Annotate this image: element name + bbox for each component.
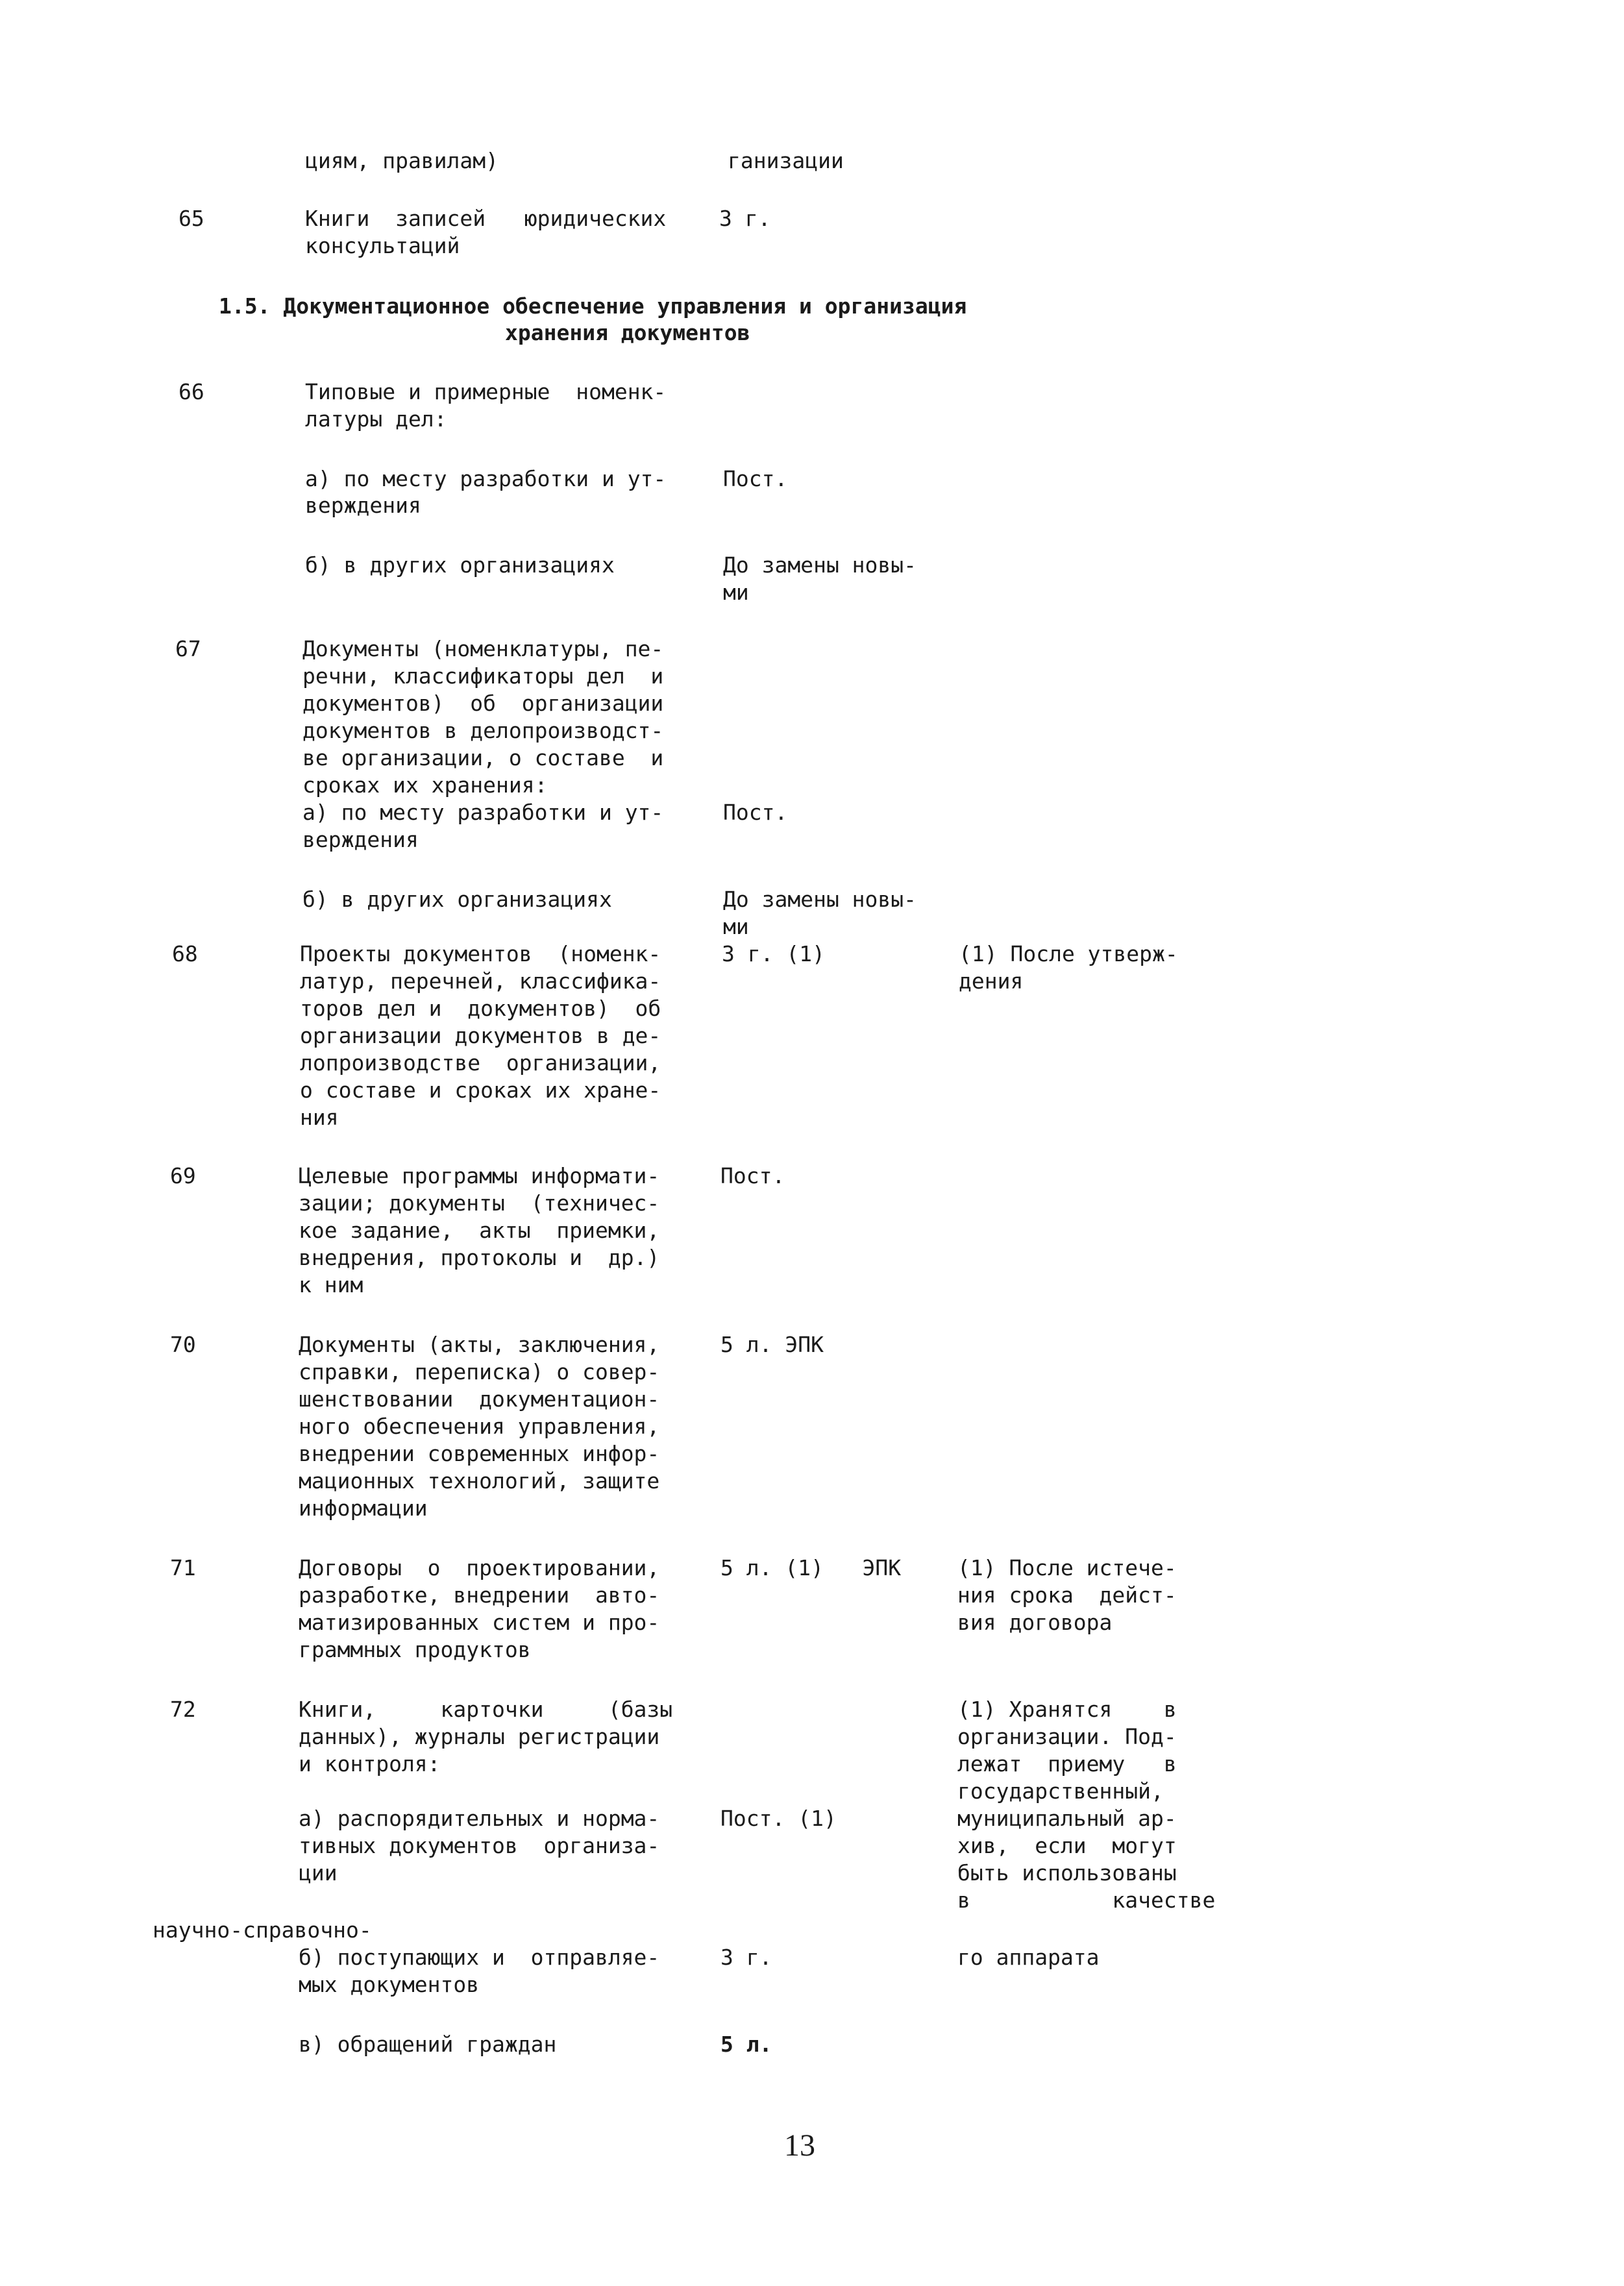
item-number: 69 — [170, 1163, 196, 1188]
text-line: Книги записей юридических — [305, 206, 667, 231]
text-line: государственный, — [957, 1778, 1164, 1804]
text-line: Договоры о проектировании, — [299, 1555, 660, 1580]
text-line: Проекты документов (номенк- — [300, 941, 661, 966]
text-line: речни, классификаторы дел и — [302, 663, 664, 689]
text-line: в) обращений граждан — [299, 2032, 557, 2057]
text-line: быть использованы — [957, 1860, 1177, 1886]
text-line: документов) об организации — [302, 691, 664, 716]
text-line: информации — [299, 1495, 428, 1521]
text-line: и контроля: — [299, 1751, 441, 1776]
item-number: 71 — [170, 1555, 196, 1580]
text-line: До замены новы- — [723, 887, 917, 912]
text-line: организации документов в де- — [300, 1023, 661, 1048]
text-line: 5 л. ЭПК — [720, 1332, 824, 1357]
text-line: шенствовании документацион- — [299, 1386, 660, 1412]
text-line: сроках их хранения: — [302, 772, 548, 798]
text-line: Пост. — [720, 1163, 785, 1188]
text-line: (1) После истече- — [957, 1555, 1177, 1580]
text-line: к ним — [299, 1272, 363, 1297]
text-line: ганизации — [728, 148, 844, 173]
text-line: кое задание, акты приемки, — [299, 1218, 660, 1243]
text-line: Пост. — [723, 800, 788, 825]
text-line: б) поступающих и отправляе- — [299, 1945, 660, 1970]
text-line: а) по месту разработки и ут- — [305, 466, 667, 491]
text-line: Документы (номенклатуры, пе- — [302, 636, 664, 661]
text-line: 3 г. — [720, 1945, 772, 1970]
text-line: муниципальный ар- — [957, 1806, 1177, 1831]
text-line: а) распорядительных и норма- — [299, 1806, 660, 1831]
text-line: ве организации, о составе и — [302, 745, 664, 770]
text-line: верждения — [305, 493, 421, 518]
text-line: дения — [959, 968, 1024, 994]
text-line: ции — [299, 1860, 338, 1886]
item-number: 68 — [172, 941, 198, 966]
text-line: циям, правилам) — [305, 148, 499, 173]
text-line: разработке, внедрении авто- — [299, 1582, 660, 1608]
text-line: вия договора — [957, 1610, 1113, 1635]
text-line: документов в делопроизводст- — [302, 718, 664, 743]
text-line: о составе и сроках их хране- — [300, 1077, 661, 1103]
text-line: внедрении современных инфор- — [299, 1441, 660, 1466]
text-line: организации. Под- — [957, 1724, 1177, 1749]
text-line: латуры дел: — [305, 406, 447, 432]
text-line: научно-справочно- — [153, 1917, 372, 1943]
text-line: го аппарата — [957, 1945, 1100, 1970]
section-heading: хранения документов — [505, 320, 750, 345]
item-number: 72 — [170, 1697, 196, 1722]
text-line: верждения — [302, 827, 419, 852]
section-heading: 1.5. Документационное обеспечение управления и организация — [219, 293, 967, 319]
text-line: ного обеспечения управления, — [299, 1414, 660, 1439]
text-line: б) в других организациях — [302, 887, 612, 912]
text-line: Книги, карточки (базы — [299, 1697, 673, 1722]
item-number: 66 — [178, 379, 204, 404]
text-line: граммных продуктов — [299, 1637, 531, 1662]
text-line: (1) После утверж- — [959, 941, 1178, 966]
page-number: 13 — [784, 2128, 815, 2163]
text-line: внедрения, протоколы и др.) — [299, 1245, 660, 1270]
text-line: лежат приему в — [957, 1751, 1177, 1776]
text-line: мых документов — [299, 1972, 480, 1997]
text-line: данных), журналы регистрации — [299, 1724, 660, 1749]
item-number: 65 — [178, 206, 204, 231]
text-line: лопроизводстве организации, — [300, 1050, 661, 1075]
text-line: Типовые и примерные номенк- — [305, 379, 667, 404]
text-line: хив, если могут — [957, 1833, 1177, 1858]
text-line: б) в других организациях — [305, 552, 615, 578]
text-line: 3 г. — [719, 206, 771, 231]
text-line: Пост. (1) — [720, 1806, 837, 1831]
text-line: ми — [723, 914, 749, 939]
text-line: До замены новы- — [723, 552, 917, 578]
text-line: матизированных систем и про- — [299, 1610, 660, 1635]
text-line: справки, переписка) о совер- — [299, 1359, 660, 1384]
text-line: Пост. — [723, 466, 788, 491]
text-line: торов дел и документов) об — [300, 996, 661, 1021]
text-line: 3 г. (1) — [722, 941, 825, 966]
item-number: 67 — [175, 636, 201, 661]
text-line: а) по месту разработки и ут- — [302, 800, 664, 825]
text-line: 5 л. — [720, 2032, 772, 2057]
text-line: мационных технологий, защите — [299, 1468, 660, 1493]
text-line: 5 л. (1) ЭПК — [720, 1555, 902, 1580]
text-line: в качестве — [957, 1887, 1216, 1913]
item-number: 70 — [170, 1332, 196, 1357]
text-line: Документы (акты, заключения, — [299, 1332, 660, 1357]
text-line: консультаций — [305, 233, 460, 258]
text-line: ми — [723, 580, 749, 605]
text-line: тивных документов организа- — [299, 1833, 660, 1858]
text-line: зации; документы (техничес- — [299, 1190, 660, 1216]
text-line: ния срока дейст- — [957, 1582, 1177, 1608]
text-line: ния — [300, 1105, 339, 1130]
text-line: (1) Хранятся в — [957, 1697, 1177, 1722]
text-line: латур, перечней, классифика- — [300, 968, 661, 994]
text-line: Целевые программы информати- — [299, 1163, 660, 1188]
